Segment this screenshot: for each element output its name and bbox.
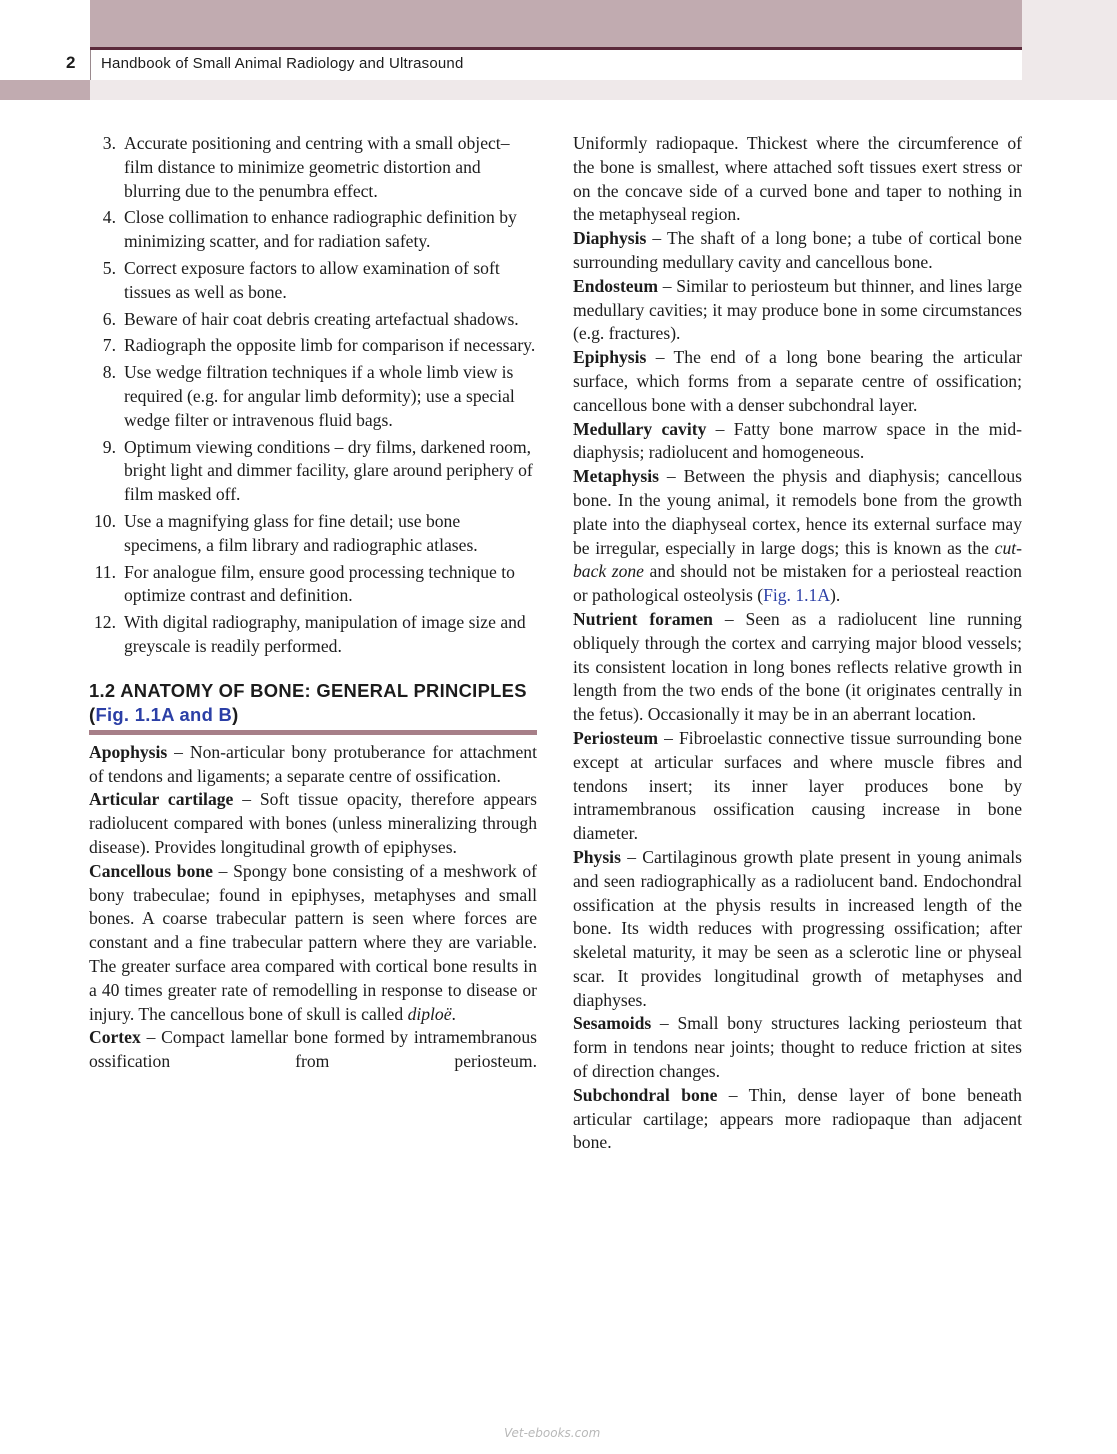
list-item xyxy=(89,257,537,305)
definition-text: – The end of a long bone bearing the articular surface, which forms from a separate centre of ossification; cancellous bone with a denser subchondral layer. xyxy=(573,347,1022,415)
list-item xyxy=(89,308,537,332)
definition-physis xyxy=(573,846,1022,1013)
item-number: 10. xyxy=(94,510,116,531)
term: Subchondral bone xyxy=(573,1084,718,1105)
list-item xyxy=(89,436,537,507)
list-item xyxy=(89,611,537,659)
header-left-block xyxy=(0,80,90,100)
term: Medullary cavity xyxy=(573,418,707,439)
item-text: With digital radiography, manipulation of image size and greyscale is readily performed. xyxy=(124,612,526,656)
heading-text-end: ) xyxy=(232,703,239,725)
item-text: Accurate positioning and centring with a small object–film distance to minimize geometric distortion and blurring due to the penumbra effect. xyxy=(124,133,510,201)
definition-text: – Cartilaginous growth plate present in young animals and seen radiographically as a radiolucent band. Endochondral ossification at the physis results in increased length of the bone. Its width reduces with progressing ossification; after skeletal maturity, it may be seen as a sclerotic line or physeal scar. It provides longitudinal growth of metaphyses and diaphyses. xyxy=(573,846,1022,1010)
term: Diaphysis xyxy=(573,228,647,249)
section-heading xyxy=(89,679,537,727)
definition-text: – Fibroelastic connective tissue surrounding bone except at articular surfaces and where muscle fibres and tendons insert; its inner layer produces bone by intramembranous ossification causing increase in bone diameter. xyxy=(573,727,1022,844)
item-number: 5. xyxy=(102,257,116,278)
definition-metaphysis xyxy=(573,465,1022,608)
definition-text: – Fatty bone marrow space in the mid-diaphysis; radiolucent and homogeneous. xyxy=(573,418,1022,463)
definition-apophysis xyxy=(89,741,537,789)
item-number: 3. xyxy=(102,133,116,153)
steps-list xyxy=(89,132,537,659)
header-separator xyxy=(90,50,91,80)
item-number: 9. xyxy=(102,436,116,457)
definition-text: – Small bony structures lacking periosteum that form in tendons near joints; thought to reduce friction at sites of direction changes. xyxy=(573,1013,1022,1082)
term: Sesamoids xyxy=(573,1013,652,1034)
term: Epiphysis xyxy=(573,347,647,368)
definition-periosteum xyxy=(573,727,1022,846)
item-number: 6. xyxy=(102,308,116,329)
definition-text: – Spongy bone consisting of a meshwork of bony trabeculae; found in epiphyses, metaphyses and small bones. A coarse trabecular pattern is seen where forces are constant and a fine trabecular pattern where they are variable. The greater surface area compared with cortical bone results in a 40 times greater rate of remodelling in response to disease or injury. The cancellous bone of skull is called xyxy=(89,860,537,1024)
term: Cancellous bone xyxy=(89,860,213,881)
definition-nutrient-foramen xyxy=(573,608,1022,727)
term: Articular cartilage xyxy=(89,789,234,810)
item-text: Beware of hair coat debris creating artefactual shadows. xyxy=(124,308,519,329)
watermark-logo: Vet-ebooks.com xyxy=(504,1426,601,1440)
item-text: For analogue film, ensure good processing technique to optimize contrast and definition. xyxy=(124,561,515,606)
item-text: Use a magnifying glass for fine detail; use bone specimens, a film library and radiographic atlases. xyxy=(124,510,478,555)
item-text: Radiograph the opposite limb for comparison if necessary. xyxy=(124,335,536,356)
figure-link[interactable]: Fig. 1.1A xyxy=(763,585,831,606)
definition-articular-cartilage xyxy=(89,788,537,859)
section-rule xyxy=(89,730,537,735)
right-column xyxy=(573,132,1022,1155)
left-column xyxy=(89,132,537,1074)
term: Nutrient foramen xyxy=(573,608,713,629)
definition-epiphysis xyxy=(573,346,1022,417)
list-item xyxy=(89,334,537,358)
term: Cortex xyxy=(89,1027,141,1048)
running-title: Handbook of Small Animal Radiology and Ultrasound xyxy=(101,55,464,72)
definition-cortex xyxy=(89,1026,537,1074)
item-number: 8. xyxy=(102,362,116,383)
definition-text: – The shaft of a long bone; a tube of cortical bone surrounding medullary cavity and cancellous bone. xyxy=(573,228,1022,272)
definition-subchondral-bone xyxy=(573,1084,1022,1155)
definition-text: – Similar to periosteum but thinner, and lines large medullary cavities; it may produce bone in some circumstances (e.g. fractures). xyxy=(573,275,1022,344)
item-text: Close collimation to enhance radiographic definition by minimizing scatter, and for radiation safety. xyxy=(124,207,517,252)
definition-end: ). xyxy=(830,585,841,606)
item-number: 11. xyxy=(94,561,116,582)
item-text: Correct exposure factors to allow examination of soft tissues as well as bone. xyxy=(124,257,500,302)
definition-diaphysis xyxy=(573,227,1022,275)
figure-link[interactable]: Fig. 1.1A and B xyxy=(95,703,233,725)
item-text: Optimum viewing conditions – dry films, darkened room, bright light and dimmer facility, glare around periphery of film masked off. xyxy=(124,436,533,505)
term: Physis xyxy=(573,846,621,867)
definition-end: . xyxy=(451,1003,456,1024)
term: Endosteum xyxy=(573,275,659,296)
term: Metaphysis xyxy=(573,466,660,487)
header-band xyxy=(90,0,1022,47)
page-number: 2 xyxy=(66,53,76,72)
list-item xyxy=(89,510,537,558)
definition-cortex-continued: Uniformly radiopaque. Thickest where the circumference of the bone is smallest, where attached soft tissues exert stress or on the concave side of a curved bone and taper to nothing in the metaphyseal region. xyxy=(573,133,1022,225)
definition-text: – Thin, dense layer of bone beneath articular cartilage; appears more radiopaque than adjacent bone. xyxy=(573,1084,1022,1153)
italic-term: diploë xyxy=(407,1003,452,1024)
list-item xyxy=(89,361,537,432)
term: Apophysis xyxy=(89,741,168,762)
definition-text: – Soft tissue opacity, therefore appears radiolucent compared with bones (unless mineralizing through disease). Provides longitudinal growth of epiphyses. xyxy=(89,789,538,857)
list-item xyxy=(89,561,537,609)
header-rule xyxy=(90,47,1022,50)
definition-cancellous-bone xyxy=(89,860,537,1027)
list-item xyxy=(89,206,537,254)
item-text: Use wedge filtration techniques if a whole limb view is required (e.g. for angular limb deformity); use a special wedge filter or intravenous fluid bags. xyxy=(124,362,515,430)
definition-text: – Compact lamellar bone formed by intramembranous ossification from periosteum. xyxy=(89,1027,537,1072)
italic-term: cut-back zone xyxy=(573,537,1022,582)
definition-sesamoids xyxy=(573,1012,1022,1083)
definition-text: – Seen as a radiolucent line running obliquely through the cortex and carrying major blood vessels; its consistent location in long bones reflects relative growth in length from the two ends of the bone (it originates centrally in the fetus). Occasionally it may be in an aberrant location. xyxy=(573,608,1022,725)
heading-text: 1.2 ANATOMY OF BONE: GENERAL PRINCIPLES ( xyxy=(89,679,527,725)
item-number: 4. xyxy=(102,207,116,228)
list-item xyxy=(89,132,537,203)
definition-text-mid: and should not be mistaken for a periosteal reaction or pathological osteolysis ( xyxy=(573,561,1022,606)
item-number: 7. xyxy=(102,335,116,356)
term: Periosteum xyxy=(573,727,659,748)
definition-endosteum xyxy=(573,275,1022,346)
definition-text: – Non-articular bony protuberance for attachment of tendons and ligaments; a separate centre of ossification. xyxy=(89,741,537,786)
definition-medullary-cavity xyxy=(573,418,1022,466)
header-bottom-strip xyxy=(0,80,1117,100)
definition-text: – Between the physis and diaphysis; cancellous bone. In the young animal, it remodels bone from the growth plate into the diaphyseal cortex, hence its external surface may be irregular, especially in large dogs; this is known as the xyxy=(573,466,1022,558)
item-number: 12. xyxy=(94,612,116,633)
